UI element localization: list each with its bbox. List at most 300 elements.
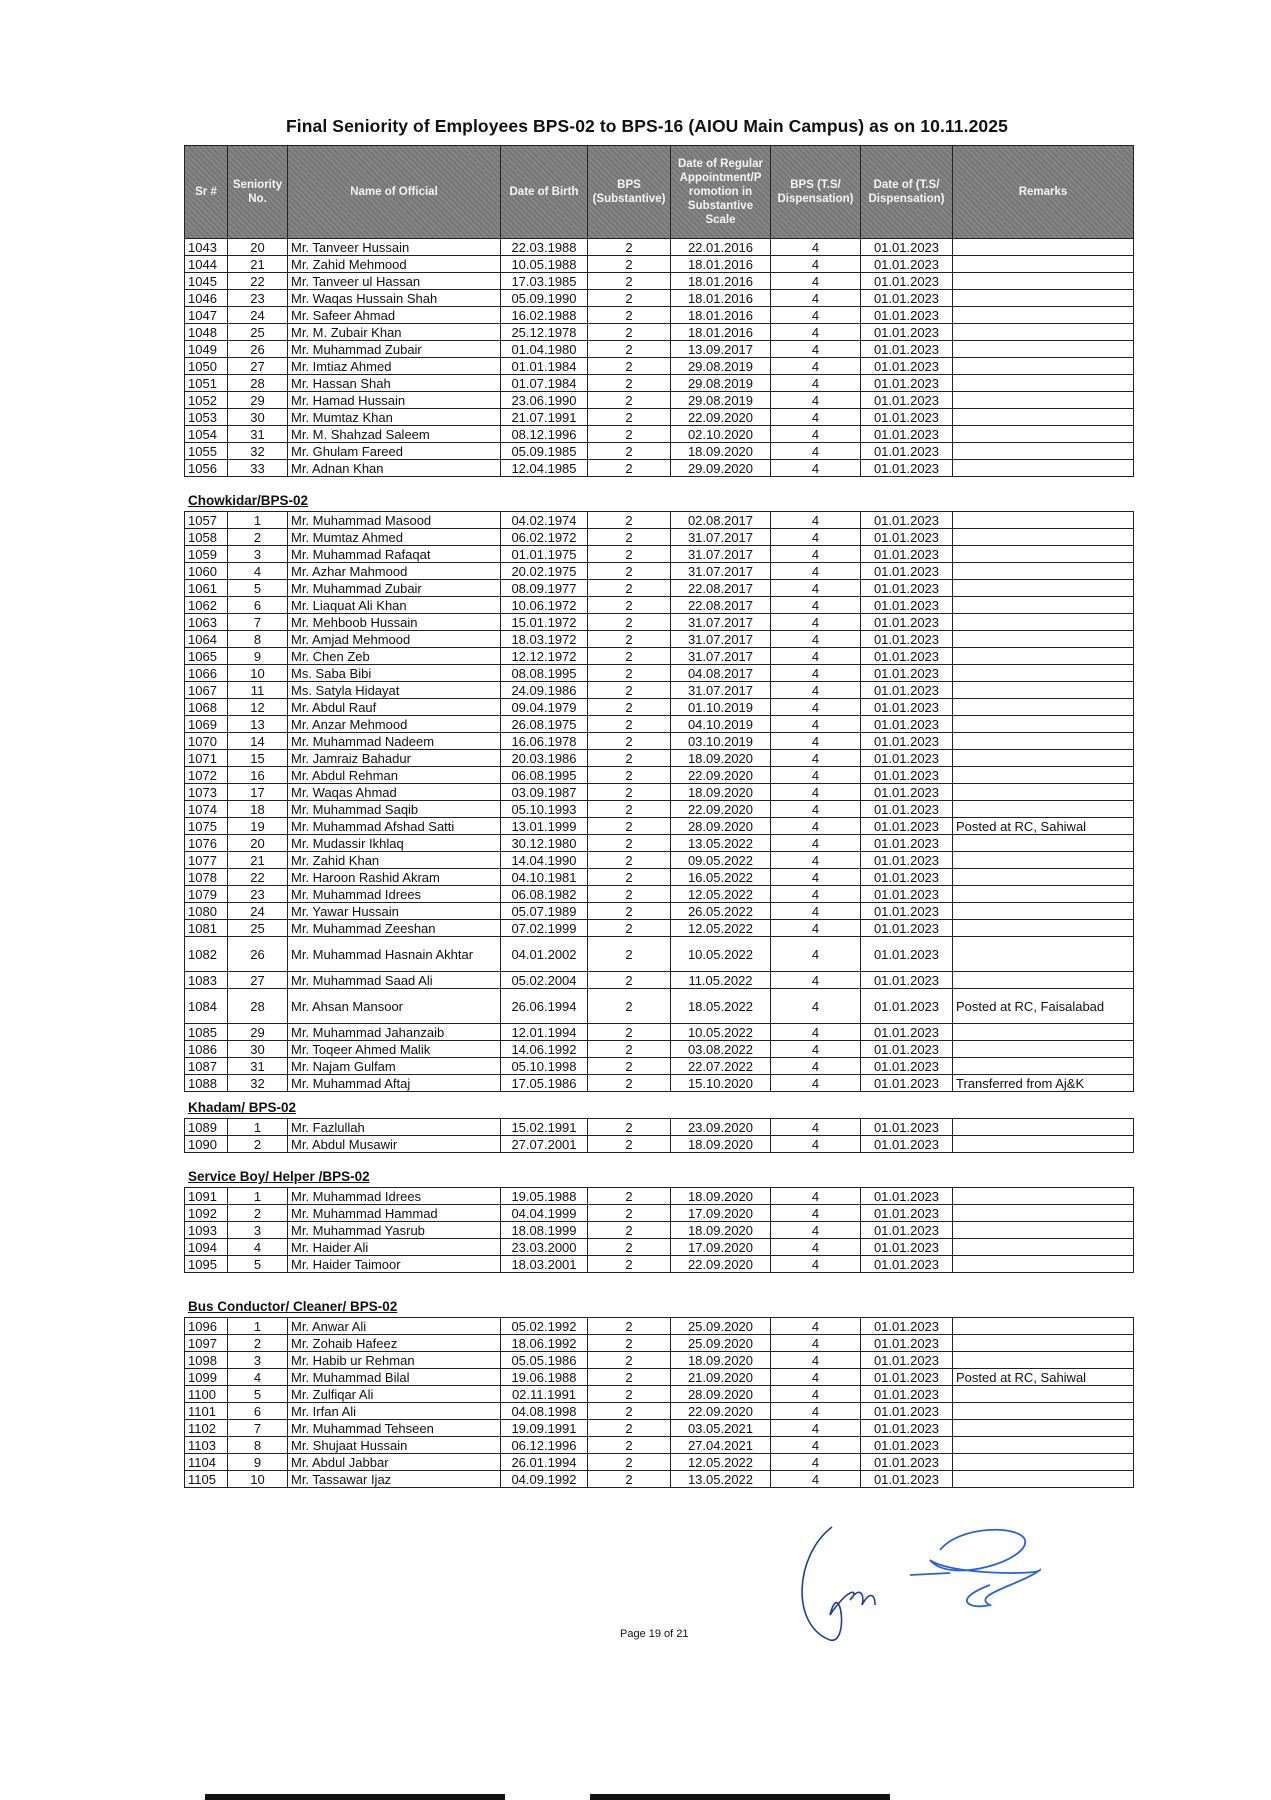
ts-date-cell: 01.01.2023 — [861, 409, 953, 426]
official-name-cell: Mr. Muhammad Masood — [288, 512, 501, 529]
sr-no-cell: 1081 — [185, 920, 228, 937]
seniority-no-cell: 15 — [228, 750, 288, 767]
bps-substantive-cell: 2 — [588, 1222, 671, 1239]
appointment-date-cell: 31.07.2017 — [671, 529, 771, 546]
remarks-cell: Posted at RC, Faisalabad — [953, 989, 1134, 1024]
official-name-cell: Mr. Shujaat Hussain — [288, 1437, 501, 1454]
remarks-cell — [953, 563, 1134, 580]
official-name-cell: Mr. Liaquat Ali Khan — [288, 597, 501, 614]
bps-ts-cell: 4 — [771, 1136, 861, 1153]
bps-ts-cell: 4 — [771, 256, 861, 273]
ts-date-cell: 01.01.2023 — [861, 1119, 953, 1136]
seniority-no-cell: 11 — [228, 682, 288, 699]
column-header: Sr # — [185, 146, 228, 239]
remarks-cell — [953, 767, 1134, 784]
ts-date-cell: 01.01.2023 — [861, 886, 953, 903]
bps-ts-cell: 4 — [771, 1041, 861, 1058]
table-row — [185, 1369, 1134, 1386]
remarks-cell — [953, 546, 1134, 563]
seniority-no-cell: 1 — [228, 1119, 288, 1136]
bps-substantive-cell: 2 — [588, 597, 671, 614]
bps-ts-cell: 4 — [771, 903, 861, 920]
appointment-date-cell: 22.08.2017 — [671, 597, 771, 614]
sr-no-cell: 1083 — [185, 972, 228, 989]
table-row — [185, 631, 1134, 648]
remarks-cell — [953, 1136, 1134, 1153]
seniority-no-cell: 16 — [228, 767, 288, 784]
remarks-cell — [953, 920, 1134, 937]
table-row — [185, 699, 1134, 716]
bps-substantive-cell: 2 — [588, 1335, 671, 1352]
ts-date-cell: 01.01.2023 — [861, 631, 953, 648]
table-row — [185, 648, 1134, 665]
seniority-no-cell: 22 — [228, 869, 288, 886]
appointment-date-cell: 31.07.2017 — [671, 648, 771, 665]
date-of-birth-cell: 10.06.1972 — [501, 597, 588, 614]
date-of-birth-cell: 30.12.1980 — [501, 835, 588, 852]
column-header: Remarks — [953, 146, 1134, 239]
seniority-no-cell: 18 — [228, 801, 288, 818]
seniority-no-cell: 4 — [228, 1239, 288, 1256]
date-of-birth-cell: 19.09.1991 — [501, 1420, 588, 1437]
appointment-date-cell: 03.10.2019 — [671, 733, 771, 750]
ts-date-cell: 01.01.2023 — [861, 1420, 953, 1437]
date-of-birth-cell: 13.01.1999 — [501, 818, 588, 835]
date-of-birth-cell: 25.12.1978 — [501, 324, 588, 341]
seniority-no-cell: 24 — [228, 903, 288, 920]
table-row — [185, 375, 1134, 392]
sr-no-cell: 1102 — [185, 1420, 228, 1437]
remarks-cell — [953, 324, 1134, 341]
table-row — [185, 835, 1134, 852]
sr-no-cell: 1068 — [185, 699, 228, 716]
ts-date-cell: 01.01.2023 — [861, 989, 953, 1024]
seniority-no-cell: 31 — [228, 1058, 288, 1075]
seniority-no-cell: 29 — [228, 1024, 288, 1041]
seniority-table — [184, 145, 1134, 477]
seniority-no-cell: 10 — [228, 665, 288, 682]
official-name-cell: Mr. Tanveer Hussain — [288, 239, 501, 256]
sr-no-cell: 1077 — [185, 852, 228, 869]
remarks-cell — [953, 682, 1134, 699]
sr-no-cell: 1097 — [185, 1335, 228, 1352]
remarks-cell — [953, 886, 1134, 903]
official-name-cell: Mr. Muhammad Saad Ali — [288, 972, 501, 989]
table-row — [185, 886, 1134, 903]
remarks-cell — [953, 512, 1134, 529]
appointment-date-cell: 09.05.2022 — [671, 852, 771, 869]
appointment-date-cell: 13.05.2022 — [671, 835, 771, 852]
table-row — [185, 920, 1134, 937]
table-row — [185, 256, 1134, 273]
bps-ts-cell: 4 — [771, 1024, 861, 1041]
bps-substantive-cell: 2 — [588, 1318, 671, 1335]
sr-no-cell: 1052 — [185, 392, 228, 409]
bps-substantive-cell: 2 — [588, 512, 671, 529]
ts-date-cell: 01.01.2023 — [861, 1256, 953, 1273]
bps-substantive-cell: 2 — [588, 341, 671, 358]
ts-date-cell: 01.01.2023 — [861, 512, 953, 529]
ts-date-cell: 01.01.2023 — [861, 1318, 953, 1335]
official-name-cell: Mr. Muhammad Bilal — [288, 1369, 501, 1386]
date-of-birth-cell: 14.06.1992 — [501, 1041, 588, 1058]
table-row — [185, 392, 1134, 409]
section-title: Bus Conductor/ Cleaner/ BPS-02 — [188, 1299, 398, 1314]
bps-substantive-cell: 2 — [588, 699, 671, 716]
table-row — [185, 937, 1134, 972]
sr-no-cell: 1096 — [185, 1318, 228, 1335]
sr-no-cell: 1093 — [185, 1222, 228, 1239]
table-row — [185, 1239, 1134, 1256]
appointment-date-cell: 18.09.2020 — [671, 750, 771, 767]
bps-substantive-cell: 2 — [588, 409, 671, 426]
appointment-date-cell: 22.09.2020 — [671, 1256, 771, 1273]
table-row — [185, 972, 1134, 989]
seniority-no-cell: 28 — [228, 375, 288, 392]
bps-ts-cell: 4 — [771, 733, 861, 750]
bps-ts-cell: 4 — [771, 426, 861, 443]
appointment-date-cell: 10.05.2022 — [671, 937, 771, 972]
appointment-date-cell: 01.10.2019 — [671, 699, 771, 716]
seniority-no-cell: 3 — [228, 1222, 288, 1239]
remarks-cell — [953, 409, 1134, 426]
date-of-birth-cell: 15.01.1972 — [501, 614, 588, 631]
date-of-birth-cell: 01.04.1980 — [501, 341, 588, 358]
ts-date-cell: 01.01.2023 — [861, 733, 953, 750]
bps-ts-cell: 4 — [771, 546, 861, 563]
date-of-birth-cell: 05.05.1986 — [501, 1352, 588, 1369]
sr-no-cell: 1063 — [185, 614, 228, 631]
appointment-date-cell: 18.09.2020 — [671, 443, 771, 460]
remarks-cell — [953, 716, 1134, 733]
date-of-birth-cell: 15.02.1991 — [501, 1119, 588, 1136]
bps-ts-cell: 4 — [771, 920, 861, 937]
official-name-cell: Mr. Haroon Rashid Akram — [288, 869, 501, 886]
table-row — [185, 801, 1134, 818]
bps-ts-cell: 4 — [771, 341, 861, 358]
sr-no-cell: 1088 — [185, 1075, 228, 1092]
seniority-no-cell: 7 — [228, 1420, 288, 1437]
official-name-cell: Mr. Tanveer ul Hassan — [288, 273, 501, 290]
bps-substantive-cell: 2 — [588, 767, 671, 784]
appointment-date-cell: 18.09.2020 — [671, 784, 771, 801]
official-name-cell: Mr. M. Shahzad Saleem — [288, 426, 501, 443]
table-row — [185, 1041, 1134, 1058]
sr-no-cell: 1073 — [185, 784, 228, 801]
remarks-cell — [953, 1222, 1134, 1239]
date-of-birth-cell: 04.02.1974 — [501, 512, 588, 529]
date-of-birth-cell: 05.10.1993 — [501, 801, 588, 818]
appointment-date-cell: 28.09.2020 — [671, 1386, 771, 1403]
table-row — [185, 614, 1134, 631]
ts-date-cell: 01.01.2023 — [861, 580, 953, 597]
bps-substantive-cell: 2 — [588, 903, 671, 920]
remarks-cell — [953, 1352, 1134, 1369]
bps-ts-cell: 4 — [771, 989, 861, 1024]
official-name-cell: Mr. Anwar Ali — [288, 1318, 501, 1335]
official-name-cell: Mr. Safeer Ahmad — [288, 307, 501, 324]
official-name-cell: Mr. Waqas Ahmad — [288, 784, 501, 801]
ts-date-cell: 01.01.2023 — [861, 1335, 953, 1352]
appointment-date-cell: 17.09.2020 — [671, 1239, 771, 1256]
bps-ts-cell: 4 — [771, 1318, 861, 1335]
sr-no-cell: 1057 — [185, 512, 228, 529]
sr-no-cell: 1071 — [185, 750, 228, 767]
appointment-date-cell: 13.09.2017 — [671, 341, 771, 358]
remarks-cell — [953, 1403, 1134, 1420]
appointment-date-cell: 22.08.2017 — [671, 580, 771, 597]
ts-date-cell: 01.01.2023 — [861, 546, 953, 563]
official-name-cell: Mr. Chen Zeb — [288, 648, 501, 665]
ts-date-cell: 01.01.2023 — [861, 273, 953, 290]
table-row — [185, 1136, 1134, 1153]
seniority-table — [184, 511, 1134, 1092]
appointment-date-cell: 03.05.2021 — [671, 1420, 771, 1437]
appointment-date-cell: 31.07.2017 — [671, 563, 771, 580]
bps-substantive-cell: 2 — [588, 239, 671, 256]
appointment-date-cell: 18.09.2020 — [671, 1352, 771, 1369]
date-of-birth-cell: 26.06.1994 — [501, 989, 588, 1024]
ts-date-cell: 01.01.2023 — [861, 1058, 953, 1075]
appointment-date-cell: 31.07.2017 — [671, 614, 771, 631]
table-row — [185, 1454, 1134, 1471]
seniority-no-cell: 26 — [228, 341, 288, 358]
bps-substantive-cell: 2 — [588, 989, 671, 1024]
ts-date-cell: 01.01.2023 — [861, 869, 953, 886]
date-of-birth-cell: 04.04.1999 — [501, 1205, 588, 1222]
table-row — [185, 580, 1134, 597]
seniority-no-cell: 5 — [228, 1256, 288, 1273]
official-name-cell: Mr. Azhar Mahmood — [288, 563, 501, 580]
remarks-cell — [953, 1386, 1134, 1403]
sr-no-cell: 1060 — [185, 563, 228, 580]
date-of-birth-cell: 20.02.1975 — [501, 563, 588, 580]
table-row — [185, 1256, 1134, 1273]
bps-substantive-cell: 2 — [588, 1024, 671, 1041]
appointment-date-cell: 04.08.2017 — [671, 665, 771, 682]
seniority-no-cell: 20 — [228, 239, 288, 256]
official-name-cell: Mr. Muhammad Hammad — [288, 1205, 501, 1222]
bps-substantive-cell: 2 — [588, 290, 671, 307]
ts-date-cell: 01.01.2023 — [861, 290, 953, 307]
appointment-date-cell: 28.09.2020 — [671, 818, 771, 835]
appointment-date-cell: 18.01.2016 — [671, 290, 771, 307]
bps-ts-cell: 4 — [771, 1352, 861, 1369]
official-name-cell: Mr. Amjad Mehmood — [288, 631, 501, 648]
bps-substantive-cell: 2 — [588, 1420, 671, 1437]
date-of-birth-cell: 05.09.1985 — [501, 443, 588, 460]
remarks-cell — [953, 937, 1134, 972]
ts-date-cell: 01.01.2023 — [861, 375, 953, 392]
bps-ts-cell: 4 — [771, 818, 861, 835]
bps-substantive-cell: 2 — [588, 818, 671, 835]
remarks-cell — [953, 1454, 1134, 1471]
seniority-no-cell: 8 — [228, 631, 288, 648]
seniority-no-cell: 13 — [228, 716, 288, 733]
section-title: Service Boy/ Helper /BPS-02 — [188, 1169, 370, 1184]
ts-date-cell: 01.01.2023 — [861, 1075, 953, 1092]
seniority-no-cell: 12 — [228, 699, 288, 716]
date-of-birth-cell: 01.01.1975 — [501, 546, 588, 563]
remarks-cell — [953, 614, 1134, 631]
official-name-cell: Mr. Zahid Khan — [288, 852, 501, 869]
ts-date-cell: 01.01.2023 — [861, 1352, 953, 1369]
remarks-cell — [953, 648, 1134, 665]
table-row — [185, 239, 1134, 256]
bps-substantive-cell: 2 — [588, 460, 671, 477]
ts-date-cell: 01.01.2023 — [861, 682, 953, 699]
date-of-birth-cell: 05.09.1990 — [501, 290, 588, 307]
official-name-cell: Mr. Najam Gulfam — [288, 1058, 501, 1075]
appointment-date-cell: 18.09.2020 — [671, 1188, 771, 1205]
bps-substantive-cell: 2 — [588, 682, 671, 699]
seniority-no-cell: 1 — [228, 512, 288, 529]
ts-date-cell: 01.01.2023 — [861, 767, 953, 784]
table-row — [185, 1075, 1134, 1092]
bps-ts-cell: 4 — [771, 392, 861, 409]
remarks-cell — [953, 1420, 1134, 1437]
ts-date-cell: 01.01.2023 — [861, 460, 953, 477]
sr-no-cell: 1079 — [185, 886, 228, 903]
official-name-cell: Mr. Anzar Mehmood — [288, 716, 501, 733]
official-name-cell: Mr. Habib ur Rehman — [288, 1352, 501, 1369]
table-row — [185, 409, 1134, 426]
bps-ts-cell: 4 — [771, 1420, 861, 1437]
bps-substantive-cell: 2 — [588, 784, 671, 801]
bps-ts-cell: 4 — [771, 1369, 861, 1386]
seniority-no-cell: 25 — [228, 920, 288, 937]
ts-date-cell: 01.01.2023 — [861, 307, 953, 324]
bps-ts-cell: 4 — [771, 1256, 861, 1273]
appointment-date-cell: 03.08.2022 — [671, 1041, 771, 1058]
remarks-cell — [953, 1119, 1134, 1136]
bps-ts-cell: 4 — [771, 409, 861, 426]
seniority-no-cell: 9 — [228, 648, 288, 665]
seniority-no-cell: 24 — [228, 307, 288, 324]
appointment-date-cell: 15.10.2020 — [671, 1075, 771, 1092]
remarks-cell — [953, 1058, 1134, 1075]
ts-date-cell: 01.01.2023 — [861, 716, 953, 733]
bps-substantive-cell: 2 — [588, 529, 671, 546]
seniority-no-cell: 1 — [228, 1318, 288, 1335]
sr-no-cell: 1067 — [185, 682, 228, 699]
table-row — [185, 1352, 1134, 1369]
seniority-no-cell: 3 — [228, 1352, 288, 1369]
table-row — [185, 989, 1134, 1024]
date-of-birth-cell: 20.03.1986 — [501, 750, 588, 767]
bps-ts-cell: 4 — [771, 1119, 861, 1136]
bps-substantive-cell: 2 — [588, 920, 671, 937]
bps-ts-cell: 4 — [771, 290, 861, 307]
table-row — [185, 460, 1134, 477]
date-of-birth-cell: 18.03.2001 — [501, 1256, 588, 1273]
table-row — [185, 358, 1134, 375]
appointment-date-cell: 22.09.2020 — [671, 1403, 771, 1420]
table-row — [185, 290, 1134, 307]
date-of-birth-cell: 22.03.1988 — [501, 239, 588, 256]
date-of-birth-cell: 06.08.1995 — [501, 767, 588, 784]
sr-no-cell: 1101 — [185, 1403, 228, 1420]
official-name-cell: Mr. Muhammad Zeeshan — [288, 920, 501, 937]
bps-substantive-cell: 2 — [588, 1041, 671, 1058]
bps-ts-cell: 4 — [771, 699, 861, 716]
sr-no-cell: 1074 — [185, 801, 228, 818]
official-name-cell: Mr. Muhammad Jahanzaib — [288, 1024, 501, 1041]
official-name-cell: Mr. Muhammad Nadeem — [288, 733, 501, 750]
remarks-cell — [953, 733, 1134, 750]
appointment-date-cell: 13.05.2022 — [671, 1471, 771, 1488]
date-of-birth-cell: 04.10.1981 — [501, 869, 588, 886]
appointment-date-cell: 26.05.2022 — [671, 903, 771, 920]
sr-no-cell: 1064 — [185, 631, 228, 648]
ts-date-cell: 01.01.2023 — [861, 1471, 953, 1488]
remarks-cell — [953, 1437, 1134, 1454]
official-name-cell: Mr. Muhammad Rafaqat — [288, 546, 501, 563]
bps-ts-cell: 4 — [771, 580, 861, 597]
official-name-cell: Mr. Tassawar Ijaz — [288, 1471, 501, 1488]
sr-no-cell: 1105 — [185, 1471, 228, 1488]
official-name-cell: Mr. Muhammad Saqib — [288, 801, 501, 818]
bps-ts-cell: 4 — [771, 375, 861, 392]
official-name-cell: Mr. Ghulam Fareed — [288, 443, 501, 460]
bps-substantive-cell: 2 — [588, 869, 671, 886]
remarks-cell — [953, 239, 1134, 256]
appointment-date-cell: 21.09.2020 — [671, 1369, 771, 1386]
table-header-row — [185, 146, 1134, 239]
appointment-date-cell: 29.08.2019 — [671, 392, 771, 409]
bps-ts-cell: 4 — [771, 1239, 861, 1256]
bps-ts-cell: 4 — [771, 239, 861, 256]
table-row — [185, 1188, 1134, 1205]
seniority-no-cell: 5 — [228, 1386, 288, 1403]
ts-date-cell: 01.01.2023 — [861, 1437, 953, 1454]
seniority-no-cell: 2 — [228, 1205, 288, 1222]
bps-ts-cell: 4 — [771, 750, 861, 767]
date-of-birth-cell: 19.05.1988 — [501, 1188, 588, 1205]
seniority-no-cell: 22 — [228, 273, 288, 290]
appointment-date-cell: 10.05.2022 — [671, 1024, 771, 1041]
date-of-birth-cell: 08.09.1977 — [501, 580, 588, 597]
date-of-birth-cell: 06.12.1996 — [501, 1437, 588, 1454]
date-of-birth-cell: 16.02.1988 — [501, 307, 588, 324]
bps-ts-cell: 4 — [771, 1386, 861, 1403]
appointment-date-cell: 18.01.2016 — [671, 256, 771, 273]
bps-ts-cell: 4 — [771, 972, 861, 989]
ts-date-cell: 01.01.2023 — [861, 920, 953, 937]
official-name-cell: Mr. Abdul Musawir — [288, 1136, 501, 1153]
table-row — [185, 324, 1134, 341]
appointment-date-cell: 29.09.2020 — [671, 460, 771, 477]
table-row — [185, 1335, 1134, 1352]
date-of-birth-cell: 18.06.1992 — [501, 1335, 588, 1352]
sr-no-cell: 1048 — [185, 324, 228, 341]
sr-no-cell: 1094 — [185, 1239, 228, 1256]
bps-substantive-cell: 2 — [588, 546, 671, 563]
date-of-birth-cell: 18.08.1999 — [501, 1222, 588, 1239]
sr-no-cell: 1044 — [185, 256, 228, 273]
bps-ts-cell: 4 — [771, 767, 861, 784]
ts-date-cell: 01.01.2023 — [861, 835, 953, 852]
section-title: Chowkidar/BPS-02 — [188, 493, 309, 508]
scan-edge-mark — [205, 1794, 505, 1800]
appointment-date-cell: 27.04.2021 — [671, 1437, 771, 1454]
ts-date-cell: 01.01.2023 — [861, 1222, 953, 1239]
date-of-birth-cell: 05.10.1998 — [501, 1058, 588, 1075]
seniority-no-cell: 28 — [228, 989, 288, 1024]
appointment-date-cell: 18.09.2020 — [671, 1222, 771, 1239]
table-row — [185, 307, 1134, 324]
remarks-cell — [953, 1239, 1134, 1256]
